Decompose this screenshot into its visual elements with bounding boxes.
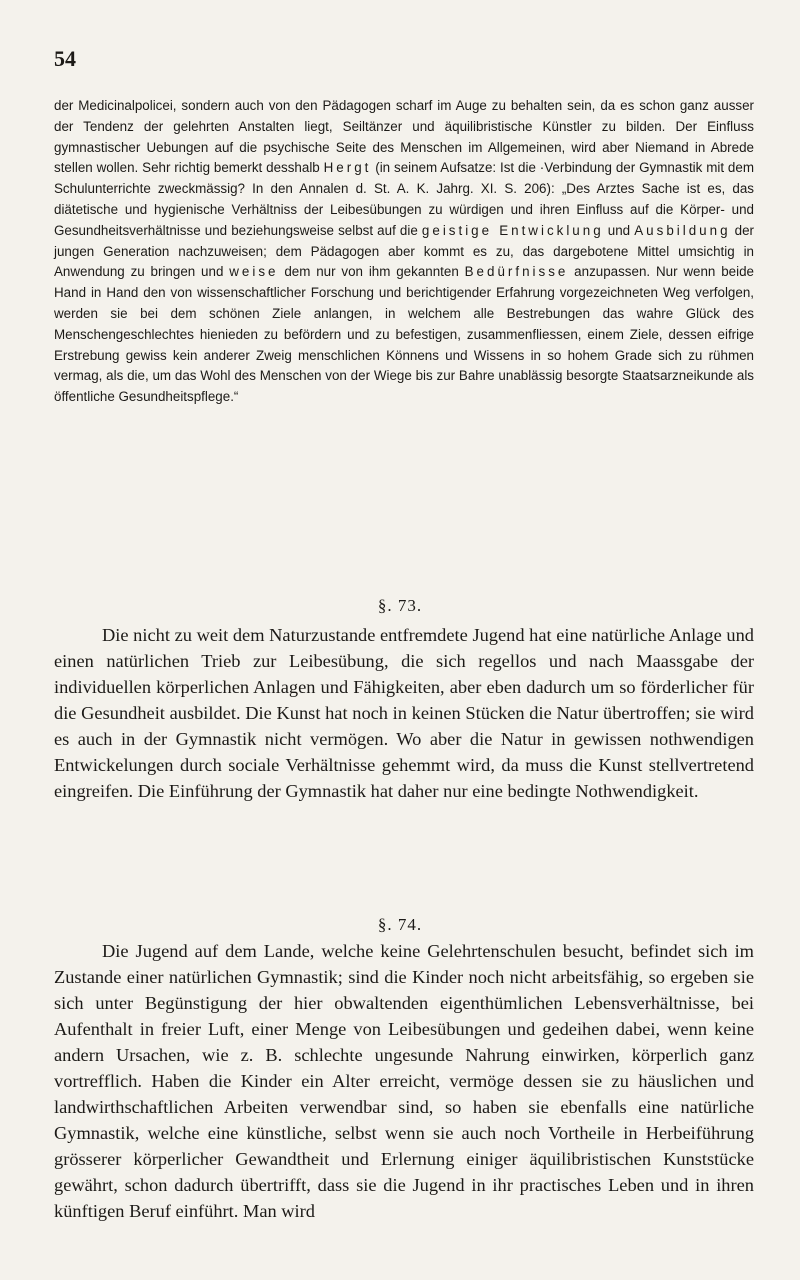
- quote-text-5: dem nur von ihm gekannten: [278, 264, 465, 280]
- emphasis-education: Ausbildung: [634, 222, 731, 238]
- author-name: Hergt: [323, 160, 372, 176]
- quote-paragraph: [54, 96, 754, 408]
- emphasis-needs: Bedürfnisse: [464, 264, 569, 280]
- section-heading-73: §. 73.: [377, 596, 423, 615]
- quote-text-3: und: [603, 222, 635, 238]
- quote-text-2: (in seinem Aufsatze: Ist die ·Verbindung der Gymnastik mit dem Schulunterrichte zweckmässig? In den Annalen d. St. A. K. Jahrg. XI. S. 206): „Des Arztes Sache ist es, das diätetische und hygienische Verhältniss der Leibesübungen zu würdigen und ihren Einfluss auf die Körper- und Gesundheitsverhältnisse und beziehungsweise selbst auf die: [54, 160, 754, 238]
- section-74-paragraph: Die Jugend auf dem Lande, welche keine Gelehrtenschulen besucht, befindet sich im Zustande einer natürlichen Gymnastik; sind die Kinder noch nicht arbeitsfähig, so ergeben sie sich unter Begünstigung der hier obwaltenden eigenthümlichen Lebensverhältnisse, bei Aufenthalt in freier Luft, einer Menge von Leibesübungen und gedeihen dabei, wenn keine andern Ursachen, wie z. B. schlechte ungesunde Nahrung einwirken, körperlich ganz vortrefflich. Haben die Kinder ein Alter erreicht, vermöge dessen sie zu häuslichen und landwirthschaftlichen Arbeiten verwendbar sind, so haben sie ebenfalls eine natürliche Gymnastik, welche eine künstliche, selbst wenn sie auch noch Vortheile in Herbeiführung grösserer körperlicher Gewandtheit und Erlernung einiger äquilibristischen Kunststücke gewährt, schon dadurch übertrifft, dass sie die Jugend in ihr practisches Leben und in ihren künftigen Beruf einführt. Man wird: [54, 941, 754, 1221]
- page-number: 54: [54, 46, 76, 71]
- emphasis-weise: weise: [229, 264, 279, 280]
- emphasis-development: geistige Entwicklung: [421, 222, 604, 238]
- quote-text-4: der jungen Generation nachzuweisen; dem Pädagogen aber kommt es zu, das dargebotene Mittel umsichtig in Anwendung zu bringen und: [54, 222, 754, 280]
- quote-text-1: der Medicinalpolicei, sondern auch von den Pädagogen scharf im Auge zu behalten sein, da es schon ganz ausser der Tendenz der gelehrten Anstalten liegt, Seiltänzer und äquilibristische Künstler zu bilden. Der Einfluss gymnastischer Uebungen auf die psychische Seite des Menschen im Allgemeinen, wird aber Niemand in Abrede stellen wollen. Sehr richtig bemerkt desshalb: [54, 98, 754, 176]
- quote-text-6: anzupassen. Nur wenn beide Hand in Hand den von wissenschaftlicher Forschung und berichtigender Erfahrung vorgezeichneten Weg verfolgen, werden sie bei dem schönen Ziele anlangen, in welchem alle Bestrebungen das wahre Glück des Menschengeschlechtes hienieden zu befördern und zu befestigen, zusammenfliessen, einem Ziele, dessen eifrige Erstrebung gewiss kein anderer Zweig menschlichen Könnens und Wissens in so hohem Grade sich zu rühmen vermag, als die, um das Wohl des Menschen von der Wiege bis zur Bahre unablässig besorgte Staatsarzneikunde als öffentliche Gesundheitspflege.“: [54, 264, 754, 405]
- section-heading-74: §. 74.: [377, 915, 423, 934]
- section-73-paragraph: Die nicht zu weit dem Naturzustande entfremdete Jugend hat eine natürliche Anlage und einen natürlichen Trieb zur Leibesübung, die sich regellos und nach Maassgabe der individuellen körperlichen Anlagen und Fähigkeiten, aber eben dadurch um so förderlicher für die Gesundheit ausbildet. Die Kunst hat noch in keinen Stücken die Natur übertroffen; sie wird es auch in der Gymnastik nicht vermögen. Wo aber die Natur in gewissen nothwendigen Entwickelungen durch sociale Verhältnisse gehemmt wird, da muss die Kunst stellvertretend eingreifen. Die Einführung der Gymnastik hat daher nur eine bedingte Nothwendigkeit.: [54, 625, 754, 801]
